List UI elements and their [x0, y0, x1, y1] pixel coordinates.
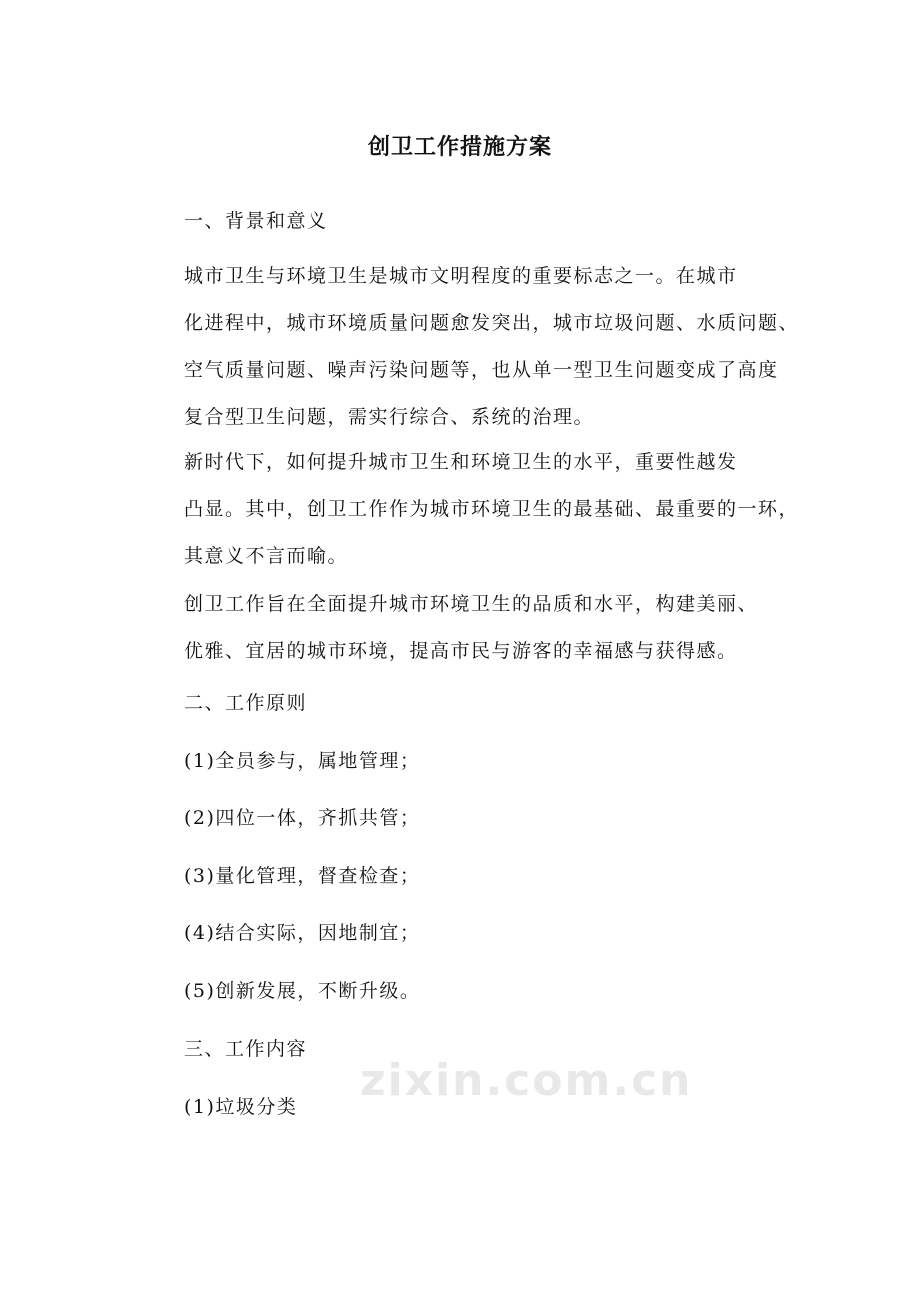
watermark: zixin.com.cn	[360, 1055, 693, 1106]
paragraph-line: 其意义不言而喻。	[184, 545, 349, 567]
paragraph-line: 优雅、宜居的城市环境，提高市民与游客的幸福感与获得感。	[184, 640, 738, 662]
paragraph-line: 化进程中，城市环境质量问题愈发突出，城市垃圾问题、水质问题、	[184, 312, 800, 334]
principle-item: (4)结合实际，因地制宜；	[184, 922, 421, 944]
section-heading-content: 三、工作内容	[184, 1038, 308, 1060]
paragraph-background-3	[140, 581, 800, 675]
paragraph-line: 新时代下，如何提升城市卫生和环境卫生的水平，重要性越发	[184, 451, 738, 473]
principle-item: (1)全员参与，属地管理；	[184, 750, 421, 772]
document-title: 创卫工作措施方案	[367, 135, 552, 160]
paragraph-line: 空气质量问题、噪声污染问题等，也从单一型卫生问题变成了高度	[184, 359, 779, 381]
paragraph-line: 城市卫生与环境卫生是城市文明程度的重要标志之一。在城市	[184, 265, 738, 287]
paragraph-line: 凸显。其中，创卫工作作为城市环境卫生的最基础、最重要的一环，	[184, 498, 800, 520]
paragraph-background-1	[140, 253, 800, 441]
paragraph-background-2	[140, 439, 800, 580]
section-heading-principles: 二、工作原则	[184, 692, 308, 714]
paragraph-line: 创卫工作旨在全面提升城市环境卫生的品质和水平，构建美丽、	[184, 593, 759, 615]
section-heading-background: 一、背景和意义	[184, 210, 328, 232]
content-item: (1)垃圾分类	[184, 1096, 298, 1118]
principle-item: (2)四位一体，齐抓共管；	[184, 807, 421, 829]
principle-item: (5)创新发展，不断升级。	[184, 980, 421, 1002]
paragraph-line: 复合型卫生问题，需实行综合、系统的治理。	[184, 406, 595, 428]
principle-item: (3)量化管理，督查检查；	[184, 865, 421, 887]
